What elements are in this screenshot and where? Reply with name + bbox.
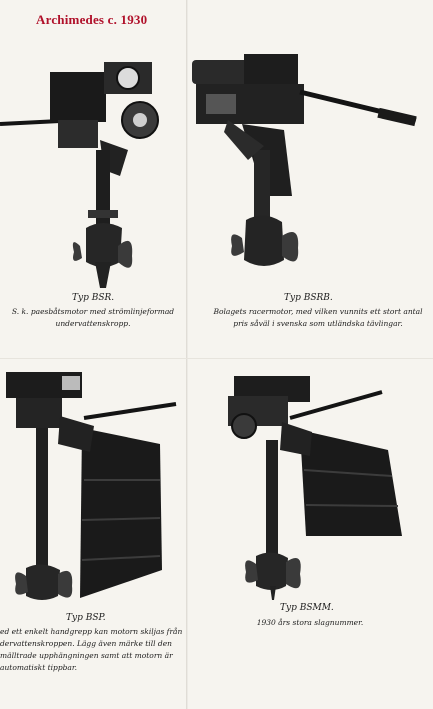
page-title: Archimedes c. 1930 <box>36 12 148 27</box>
panel-bsmm <box>188 360 433 709</box>
panel-bsp <box>0 360 186 709</box>
outboard-motor-bsp-illustration <box>0 360 186 620</box>
outboard-motor-bsmm-illustration <box>188 360 433 620</box>
model-label-bsrb: Typ BSRB. <box>284 293 333 303</box>
panel-bsr <box>0 0 186 358</box>
model-label-bsmm: Typ BSMM. <box>280 603 334 613</box>
caption-bsr: S. k. paesbåtsmotor med strömlinjeformad undervattenskropp. <box>11 307 175 328</box>
caption-bsrb: Bolagets racermotor, med vilken vunnits ett stort antal pris såväl i svenska som utländska tävlingar. <box>213 307 423 328</box>
outboard-motor-bsr-illustration <box>0 0 186 300</box>
caption-bsp: ed ett enkelt handgrepp kan motorn skiljas från dervattenskroppen. Lägg även märke till den mälltrade upphängningen samt att motorn är automatiskt tippbar. <box>0 627 183 672</box>
outboard-motor-bsrb-illustration <box>188 0 433 300</box>
page-seam-horizontal <box>0 358 433 359</box>
panel-bsrb <box>188 0 433 358</box>
caption-bsmm: 1930 års stora slagnummer. <box>256 618 364 627</box>
model-label-bsr: Typ BSR. <box>72 293 115 303</box>
model-label-bsp: Typ BSP. <box>66 613 106 623</box>
